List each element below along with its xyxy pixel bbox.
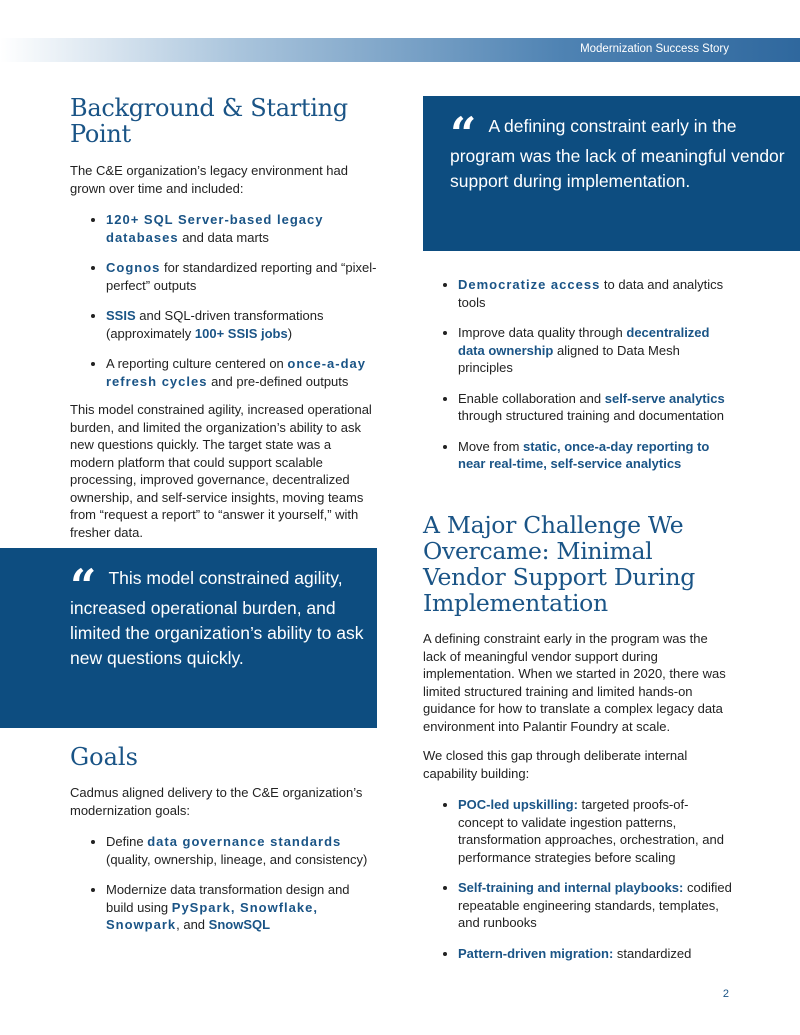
list-item: [423, 438, 733, 473]
bold-text: Self-training and internal playbooks:: [458, 880, 684, 895]
bold-text: self-serve analytics: [604, 390, 725, 406]
bold-text: PySpark, Snowflake, Snowpark: [106, 899, 318, 932]
bold-text: SnowSQL: [208, 917, 271, 932]
item-text: Define: [106, 834, 148, 849]
bold-text: Cognos: [106, 260, 161, 275]
list-item: [423, 879, 733, 932]
bold-text: static, once-a-day reporting to near real-time, self-service analytics: [458, 438, 710, 471]
goals-heading: Goals: [70, 743, 138, 771]
item-text: standardized: [613, 945, 692, 961]
bold-text: decentralized data ownership: [458, 325, 710, 358]
quote-mark-icon: “: [70, 559, 97, 613]
list-item: [423, 324, 733, 377]
legacy-list: [70, 211, 378, 390]
item-text: codified repeatable engineering standards, templates, and runbooks: [458, 880, 732, 930]
quote-text: This model constrained agility, increased operational burden, and limited the organization’s ability to ask new questions quickly.: [70, 568, 364, 668]
item-text: A reporting culture centered on: [106, 356, 288, 371]
list-item: [70, 881, 378, 934]
item-text: , and: [176, 917, 209, 932]
background-intro: The C&E organization’s legacy environment had grown over time and included:: [70, 163, 348, 196]
goals-list: [70, 833, 378, 934]
item-text: ): [287, 325, 293, 341]
goals-list-continued: [423, 276, 733, 473]
item-text: targeted proofs-of-concept to validate ingestion patterns, transformation approaches, orchestration, and performance strategies before scaling: [458, 797, 724, 865]
goals-intro: Cadmus aligned delivery to the C&E organization’s modernization goals:: [70, 785, 363, 818]
challenge-section: [423, 512, 733, 975]
list-item: [70, 259, 378, 294]
item-text: Move from: [458, 438, 524, 454]
list-item: [423, 390, 733, 425]
list-item: [70, 833, 378, 868]
item-text: through structured training and documentation: [458, 408, 724, 423]
item-text: Enable collaboration and: [458, 390, 605, 406]
list-item: [70, 211, 378, 246]
background-body: This model constrained agility, increased operational burden, and limited the organization’s ability to ask new questions quickly. The target state was a modern platform that could support scalable processing, improved governance, decentralized ownership, and self-service insights, moving teams from “request a report” to “answer it yourself,” with fresher data.: [70, 402, 372, 540]
item-text: Improve data quality through: [458, 325, 627, 340]
list-item: [70, 307, 378, 342]
banner-title: Modernization Success Story: [580, 43, 729, 55]
bold-text: once-a-day refresh cycles: [106, 356, 367, 389]
bold-text: POC-led upskilling:: [458, 797, 578, 812]
background-heading: Background & Starting Point: [70, 94, 348, 148]
list-item: [423, 276, 733, 311]
bold-text: Democratize access: [458, 277, 601, 292]
background-section: [70, 95, 378, 541]
item-text: and data marts: [178, 229, 269, 245]
capability-list: [423, 796, 733, 962]
quote-text: A defining constraint early in the program was the lack of meaningful vendor support during implementation.: [450, 116, 785, 191]
bold-text: data governance standards: [147, 834, 342, 849]
bold-text: SSIS: [106, 308, 136, 323]
list-item: [70, 355, 378, 390]
list-item: [423, 796, 733, 866]
page-number: 2: [722, 988, 729, 1000]
bold-text: 120+ SQL Server-based legacy databases: [106, 212, 324, 245]
item-text: (quality, ownership, lineage, and consistency): [106, 851, 368, 867]
list-item: [423, 945, 733, 963]
challenge-heading: A Major Challenge We Overcame: Minimal Vendor Support During Implementation: [423, 511, 695, 617]
quote-mark-icon: “: [450, 107, 477, 161]
item-text: and pre-defined outputs: [207, 373, 349, 389]
item-text: Modernize data transformation design and build using: [106, 882, 350, 915]
challenge-para-1: A defining constraint early in the program was the lack of meaningful vendor support during implementation. When we started in 2020, there was limited structured training and limited hands-on guidance for how to translate a complex legacy data environment into Palantir Foundry at scale.: [423, 631, 726, 734]
goals-section: [70, 742, 378, 947]
pull-quote-left: [0, 548, 377, 728]
bold-text: Pattern-driven migration:: [458, 945, 614, 961]
item-text: for standardized reporting and “pixel-perfect” outputs: [106, 260, 377, 293]
item-text: aligned to Data Mesh principles: [458, 342, 680, 375]
bold-text: 100+ SSIS jobs: [194, 325, 288, 341]
goals-continued: [423, 262, 733, 486]
challenge-para-2: We closed this gap through deliberate internal capability building:: [423, 748, 688, 781]
header-banner: [0, 38, 800, 62]
item-text: to data and analytics tools: [458, 277, 724, 310]
pull-quote-right: [423, 96, 800, 251]
item-text: and SQL-driven transformations (approximately: [106, 308, 324, 341]
